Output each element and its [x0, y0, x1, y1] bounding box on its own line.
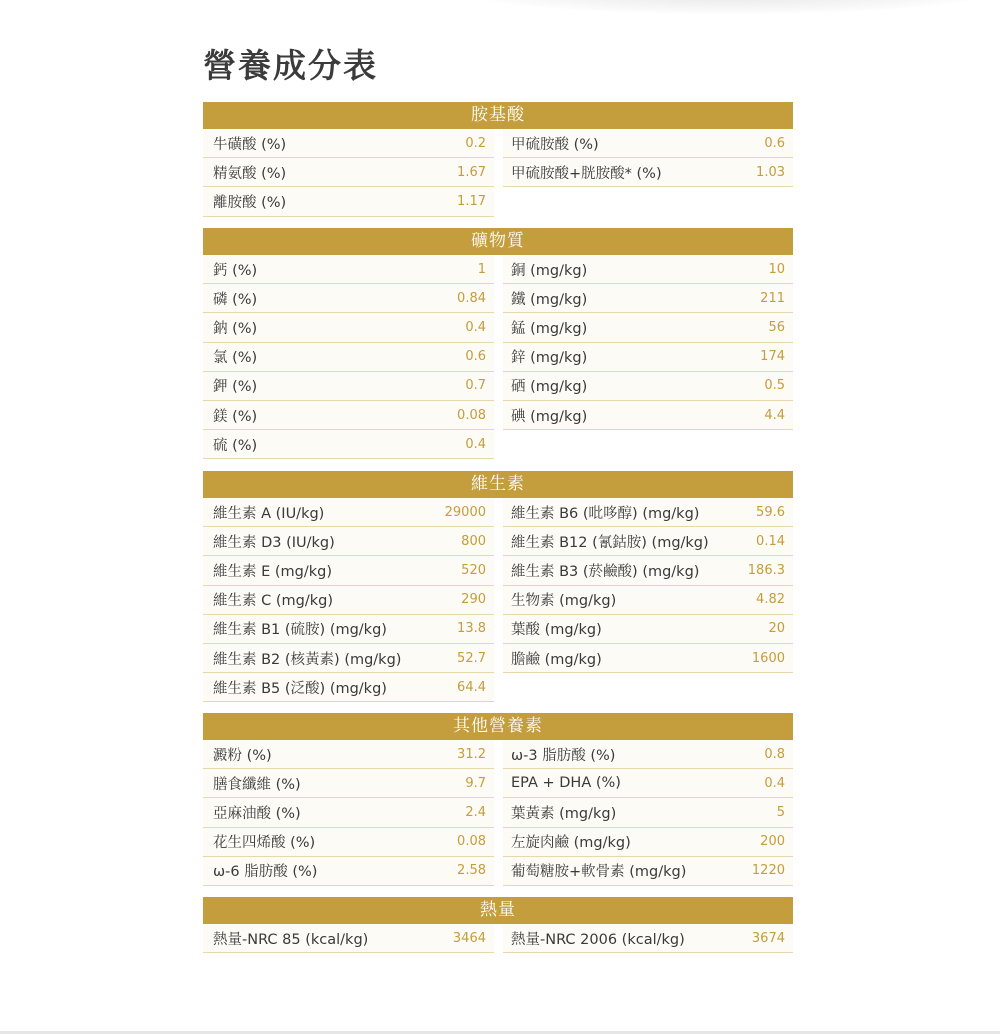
- section-amino-acids: [203, 102, 793, 217]
- nutrient-value-cell: [443, 313, 494, 342]
- table-row: [203, 430, 793, 459]
- nutrient-value: 0.08: [457, 834, 486, 850]
- nutrient-value-cell: [742, 828, 793, 857]
- nutrient-value: 0.4: [465, 436, 486, 452]
- nutrient-label: 鉀 (%): [213, 379, 258, 396]
- nutrient-value-cell: [742, 401, 793, 430]
- nutrient-label-cell: [203, 187, 443, 216]
- empty-cell: [503, 430, 742, 459]
- nutrient-value-cell: [443, 372, 494, 401]
- nutrient-value: 0.4: [764, 775, 785, 791]
- nutrient-value-cell: [443, 255, 494, 284]
- nutrient-value: 10: [768, 261, 785, 277]
- table-row: [203, 158, 793, 187]
- section-header: 維生素: [203, 471, 793, 498]
- empty-cell: [742, 430, 793, 459]
- nutrient-value: 0.5: [764, 378, 785, 394]
- nutrient-label-cell: [503, 769, 742, 798]
- nutrient-value: 13.8: [457, 621, 486, 637]
- nutrient-label: 澱粉 (%): [213, 747, 272, 764]
- empty-cell: [503, 187, 742, 216]
- nutrient-value-cell: [742, 556, 793, 585]
- nutrient-label: 左旋肉鹼 (mg/kg): [511, 835, 631, 852]
- nutrient-label-cell: [203, 527, 443, 556]
- nutrient-label-cell: [203, 828, 443, 857]
- table-row: [203, 798, 793, 827]
- nutrient-label: 鈉 (%): [213, 320, 258, 337]
- nutrient-label: 磷 (%): [213, 291, 258, 308]
- nutrient-label: 膳食纖維 (%): [213, 776, 301, 793]
- nutrient-label: 牛磺酸 (%): [213, 136, 287, 153]
- section-minerals: [203, 228, 793, 459]
- nutrient-label: 錳 (mg/kg): [511, 320, 588, 337]
- nutrient-value: 64.4: [457, 679, 486, 695]
- nutrient-value-cell: [443, 498, 494, 527]
- table-row: [203, 857, 793, 886]
- table-row: [203, 924, 793, 953]
- nutrient-label: 銅 (mg/kg): [511, 262, 588, 279]
- nutrient-value-cell: [742, 527, 793, 556]
- nutrient-label-cell: [203, 498, 443, 527]
- nutrient-label: 維生素 B6 (吡哆醇) (mg/kg): [511, 505, 700, 522]
- nutrient-label-cell: [203, 857, 443, 886]
- nutrient-value-cell: [742, 644, 793, 673]
- nutrient-label-cell: [203, 556, 443, 585]
- nutrient-label: 亞麻油酸 (%): [213, 805, 301, 822]
- nutrient-label-cell: [203, 615, 443, 644]
- nutrient-label-cell: [503, 284, 742, 313]
- nutrient-label-cell: [203, 769, 443, 798]
- nutrient-value: 0.6: [465, 349, 486, 365]
- nutrient-value-cell: [742, 586, 793, 615]
- nutrient-label-cell: [203, 284, 443, 313]
- nutrient-label-cell: [503, 798, 742, 827]
- nutrient-value: 20: [768, 621, 785, 637]
- nutrient-value: 2.58: [457, 863, 486, 879]
- nutrient-label-cell: [203, 586, 443, 615]
- nutrient-value: 29000: [444, 504, 486, 520]
- empty-cell: [503, 673, 742, 702]
- nutrient-value-cell: [443, 343, 494, 372]
- table-row: [203, 343, 793, 372]
- nutrient-label-cell: [203, 129, 443, 158]
- nutrient-label: 維生素 B3 (菸鹼酸) (mg/kg): [511, 563, 700, 580]
- table-row: [203, 372, 793, 401]
- nutrient-value: 520: [461, 562, 486, 578]
- nutrient-value: 0.6: [764, 135, 785, 151]
- nutrient-value-cell: [443, 769, 494, 798]
- nutrient-value: 9.7: [465, 775, 486, 791]
- nutrient-label: 熱量-NRC 85 (kcal/kg): [213, 931, 369, 948]
- nutrient-value-cell: [742, 284, 793, 313]
- nutrient-value: 3674: [751, 930, 785, 946]
- table-row: [203, 769, 793, 798]
- empty-cell: [742, 673, 793, 702]
- nutrient-value: 56: [768, 319, 785, 335]
- nutrient-value-cell: [443, 740, 494, 769]
- nutrient-label: 硒 (mg/kg): [511, 379, 588, 396]
- nutrient-value: 1.17: [457, 193, 486, 209]
- section-other-nutrients: [203, 713, 793, 886]
- nutrient-label: 葉酸 (mg/kg): [511, 622, 602, 639]
- nutrient-label: 甲硫胺酸+胱胺酸* (%): [511, 165, 662, 182]
- nutrient-value-cell: [443, 158, 494, 187]
- nutrient-value-cell: [742, 255, 793, 284]
- nutrient-value: 59.6: [756, 504, 785, 520]
- nutrient-value: 31.2: [457, 746, 486, 762]
- nutrient-value-cell: [742, 798, 793, 827]
- table-row: [203, 556, 793, 585]
- nutrient-label: 維生素 B5 (泛酸) (mg/kg): [213, 680, 387, 697]
- nutrient-label: 維生素 B2 (核黃素) (mg/kg): [213, 651, 402, 668]
- nutrient-label: 硫 (%): [213, 437, 258, 454]
- table-row: [203, 187, 793, 216]
- nutrient-value: 0.2: [465, 135, 486, 151]
- nutrient-label: 鐵 (mg/kg): [511, 291, 588, 308]
- table-row: [203, 313, 793, 342]
- section-header: 其他營養素: [203, 713, 793, 740]
- nutrient-value: 186.3: [747, 562, 785, 578]
- nutrient-value: 0.14: [756, 533, 785, 549]
- nutrient-label-cell: [503, 313, 742, 342]
- nutrient-label: 維生素 A (IU/kg): [213, 505, 325, 522]
- nutrient-value: 1.03: [756, 164, 785, 180]
- table-row: [203, 401, 793, 430]
- nutrient-label: 維生素 E (mg/kg): [213, 563, 333, 580]
- nutrient-value-cell: [443, 527, 494, 556]
- nutrient-label: 鋅 (mg/kg): [511, 350, 588, 367]
- nutrient-value-cell: [443, 129, 494, 158]
- nutrient-value-cell: [742, 769, 793, 798]
- nutrient-label: 甲硫胺酸 (%): [511, 136, 599, 153]
- nutrient-label-cell: [503, 828, 742, 857]
- nutrient-label-cell: [203, 430, 443, 459]
- table-row: [203, 615, 793, 644]
- nutrient-label: 維生素 B12 (氰鈷胺) (mg/kg): [511, 534, 709, 551]
- nutrient-label-cell: [203, 313, 443, 342]
- nutrient-value-cell: [443, 644, 494, 673]
- nutrient-label-cell: [203, 343, 443, 372]
- section-vitamins: [203, 471, 793, 702]
- nutrient-value: 52.7: [457, 650, 486, 666]
- nutrient-label-cell: [503, 644, 742, 673]
- nutrient-value-cell: [742, 372, 793, 401]
- nutrient-value: 1.67: [457, 164, 486, 180]
- nutrient-label-cell: [503, 556, 742, 585]
- nutrient-value-cell: [443, 284, 494, 313]
- nutrient-value-cell: [742, 343, 793, 372]
- nutrient-value: 2.4: [465, 804, 486, 820]
- nutrient-label-cell: [503, 372, 742, 401]
- nutrient-label-cell: [503, 586, 742, 615]
- nutrient-label-cell: [203, 798, 443, 827]
- nutrient-label: 葉黃素 (mg/kg): [511, 805, 617, 822]
- nutrient-label-cell: [503, 527, 742, 556]
- nutrient-label: 熱量-NRC 2006 (kcal/kg): [511, 931, 685, 948]
- nutrient-value-cell: [443, 798, 494, 827]
- nutrient-label: 維生素 B1 (硫胺) (mg/kg): [213, 622, 387, 639]
- nutrient-value: 3464: [452, 930, 486, 946]
- nutrient-label-cell: [503, 498, 742, 527]
- nutrient-label: 生物素 (mg/kg): [511, 593, 617, 610]
- nutrient-value: 0.08: [457, 407, 486, 423]
- nutrient-value-cell: [742, 857, 793, 886]
- nutrient-value-cell: [443, 556, 494, 585]
- top-shadow-decoration: [470, 0, 990, 14]
- nutrient-label: 葡萄糖胺+軟骨素 (mg/kg): [511, 864, 687, 881]
- nutrient-value: 290: [461, 592, 486, 608]
- nutrient-value-cell: [742, 313, 793, 342]
- table-row: [203, 644, 793, 673]
- nutrient-label: 離胺酸 (%): [213, 194, 287, 211]
- nutrient-label: EPA + DHA (%): [511, 775, 621, 792]
- nutrient-label-cell: [503, 129, 742, 158]
- nutrient-value: 1600: [751, 650, 785, 666]
- nutrient-value: 0.84: [457, 290, 486, 306]
- nutrient-label-cell: [203, 255, 443, 284]
- nutrient-label-cell: [203, 924, 443, 953]
- nutrient-label-cell: [503, 615, 742, 644]
- nutrient-value-cell: [742, 740, 793, 769]
- nutrient-label: 維生素 C (mg/kg): [213, 593, 333, 610]
- table-row: [203, 284, 793, 313]
- nutrient-label: 維生素 D3 (IU/kg): [213, 534, 335, 551]
- nutrient-value: 5: [776, 804, 785, 820]
- table-row: [203, 586, 793, 615]
- nutrient-label-cell: [503, 924, 742, 953]
- nutrient-value: 211: [760, 290, 785, 306]
- table-row: [203, 255, 793, 284]
- table-row: [203, 828, 793, 857]
- empty-cell: [742, 187, 793, 216]
- nutrient-label-cell: [203, 372, 443, 401]
- nutrient-value: 4.4: [764, 407, 785, 423]
- nutrient-label-cell: [203, 673, 443, 702]
- nutrient-value: 1220: [751, 863, 785, 879]
- nutrient-value-cell: [443, 586, 494, 615]
- page-title: 營養成分表: [203, 46, 378, 85]
- nutrient-label: 碘 (mg/kg): [511, 408, 588, 425]
- nutrient-value-cell: [443, 187, 494, 216]
- nutrient-value-cell: [742, 158, 793, 187]
- nutrient-value: 200: [760, 834, 785, 850]
- nutrient-label-cell: [203, 644, 443, 673]
- nutrient-value: 800: [461, 533, 486, 549]
- nutrient-label-cell: [503, 158, 742, 187]
- nutrient-value-cell: [443, 828, 494, 857]
- nutrient-label-cell: [503, 255, 742, 284]
- nutrient-value: 1: [477, 261, 486, 277]
- nutrient-label: 氯 (%): [213, 350, 258, 367]
- nutrient-label: 花生四烯酸 (%): [213, 835, 316, 852]
- nutrient-value-cell: [443, 924, 494, 953]
- nutrient-label-cell: [503, 857, 742, 886]
- section-header: 胺基酸: [203, 102, 793, 129]
- section-header: 礦物質: [203, 228, 793, 255]
- nutrient-value-cell: [443, 430, 494, 459]
- table-row: [203, 527, 793, 556]
- nutrient-label-cell: [203, 740, 443, 769]
- nutrient-value-cell: [443, 673, 494, 702]
- nutrient-label: ω-6 脂肪酸 (%): [213, 864, 318, 881]
- nutrient-value-cell: [742, 615, 793, 644]
- nutrient-value-cell: [443, 857, 494, 886]
- nutrient-label: 鈣 (%): [213, 262, 258, 279]
- table-row: [203, 498, 793, 527]
- section-header: 熱量: [203, 897, 793, 924]
- nutrient-value-cell: [742, 498, 793, 527]
- nutrient-value: 0.4: [465, 319, 486, 335]
- table-row: [203, 740, 793, 769]
- nutrient-label-cell: [503, 740, 742, 769]
- nutrient-label: 精氨酸 (%): [213, 165, 287, 182]
- nutrient-value: 4.82: [756, 592, 785, 608]
- nutrient-value: 0.7: [465, 378, 486, 394]
- nutrient-label: 膽鹼 (mg/kg): [511, 651, 602, 668]
- nutrient-value-cell: [443, 401, 494, 430]
- nutrient-value-cell: [742, 129, 793, 158]
- nutrient-value-cell: [742, 924, 793, 953]
- table-row: [203, 673, 793, 702]
- nutrient-label-cell: [503, 343, 742, 372]
- nutrient-value-cell: [443, 615, 494, 644]
- nutrient-label: 鎂 (%): [213, 408, 258, 425]
- nutrient-value: 0.8: [764, 746, 785, 762]
- table-row: [203, 129, 793, 158]
- nutrient-label-cell: [503, 401, 742, 430]
- nutrient-label: ω-3 脂肪酸 (%): [511, 747, 616, 764]
- section-energy: [203, 897, 793, 953]
- nutrient-label-cell: [203, 158, 443, 187]
- nutrient-label-cell: [203, 401, 443, 430]
- nutrient-value: 174: [760, 349, 785, 365]
